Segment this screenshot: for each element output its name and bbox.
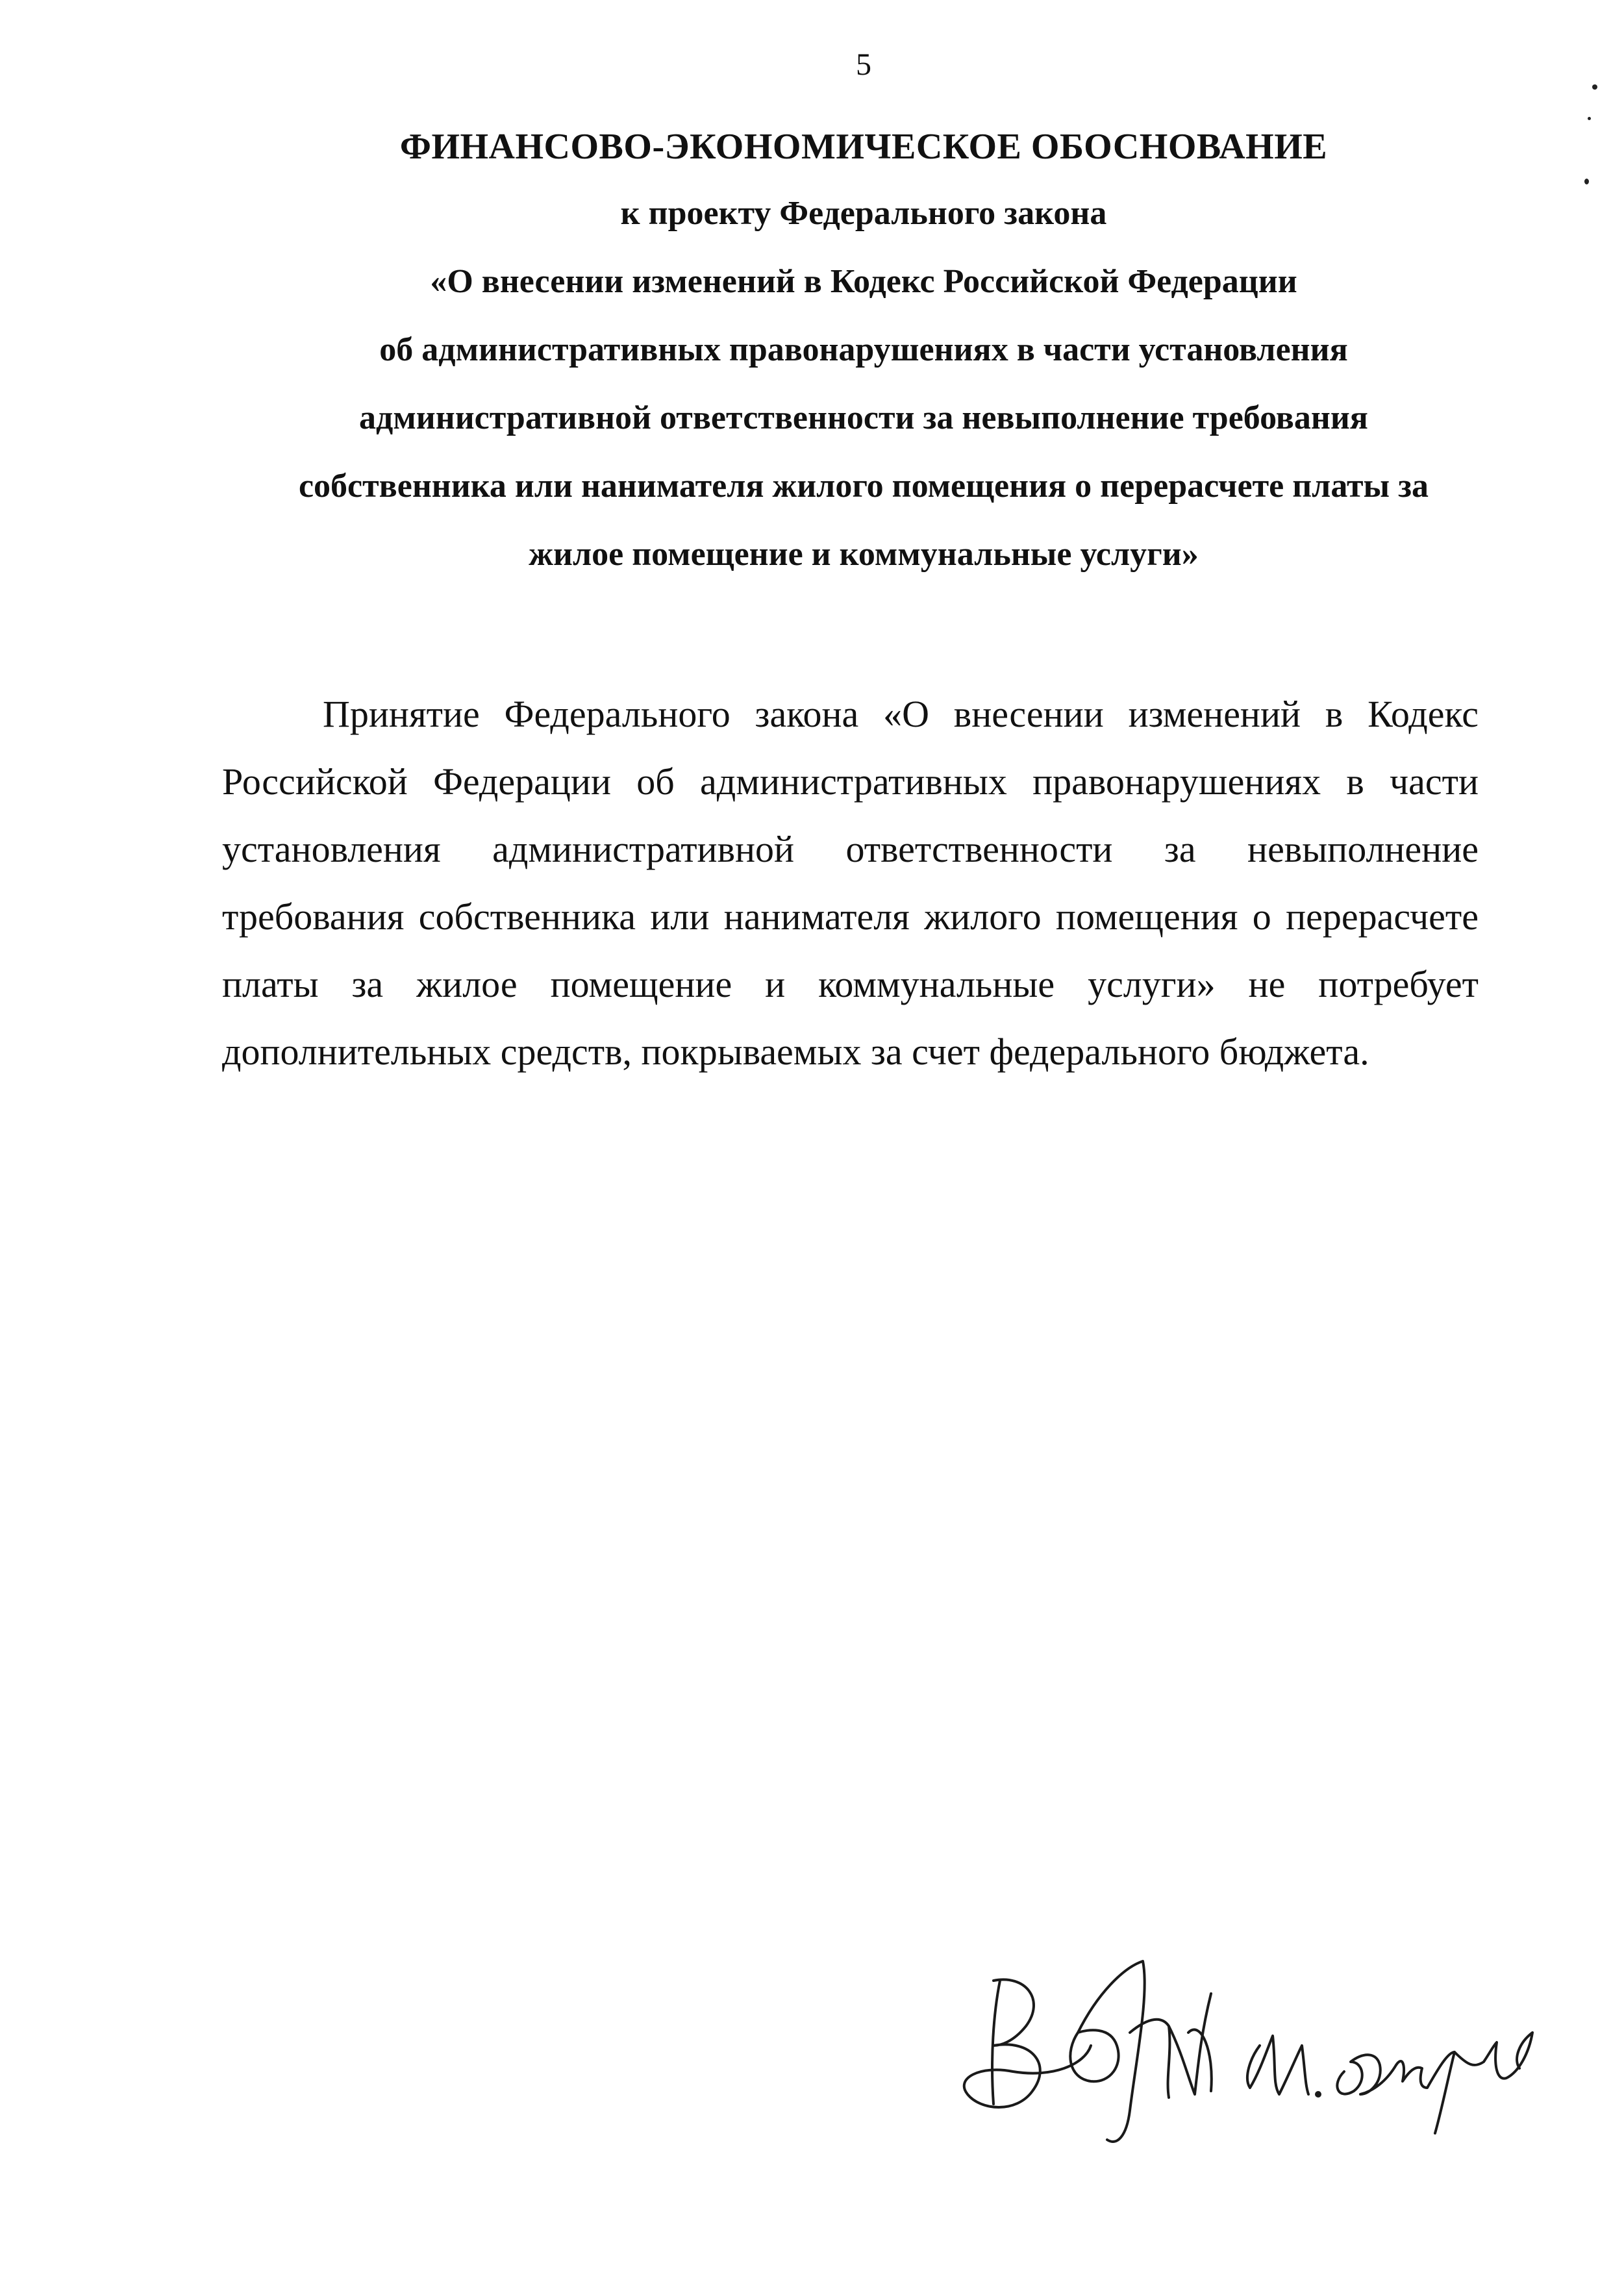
heading-line: к проекту Федерального закона [620, 195, 1107, 232]
heading-line: жилое помещение и коммунальные услуги» [529, 536, 1199, 573]
scan-speck [1592, 84, 1597, 90]
handwritten-signature [955, 1955, 1565, 2149]
scan-speck [1584, 179, 1589, 184]
heading-line: собственника или нанимателя жилого помещения о перерасчете платы за [298, 468, 1429, 505]
body-paragraph: Принятие Федерального закона «О внесении изменений в Кодекс Российской Федерации об административных правонарушениях в части установления административной ответственности за невыполнение требования собственника или нанимателя жилого помещения о перерасчете платы за жилое помещение и коммунальные услуги» не потребует дополнительных средств, покрываемых за счет федерального бюджета. [222, 693, 1479, 1073]
document-heading [214, 114, 1513, 588]
heading-line: «О внесении изменений в Кодекс Российской Федерации [430, 263, 1297, 300]
scan-speck [1588, 117, 1591, 120]
heading-line: административной ответственности за невыполнение требования [359, 399, 1368, 436]
document-title: ФИНАНСОВО-ЭКОНОМИЧЕСКОЕ ОБОСНОВАНИЕ [399, 127, 1328, 167]
heading-line: об административных правонарушениях в части установления [379, 331, 1348, 368]
page-number: 5 [856, 47, 871, 82]
